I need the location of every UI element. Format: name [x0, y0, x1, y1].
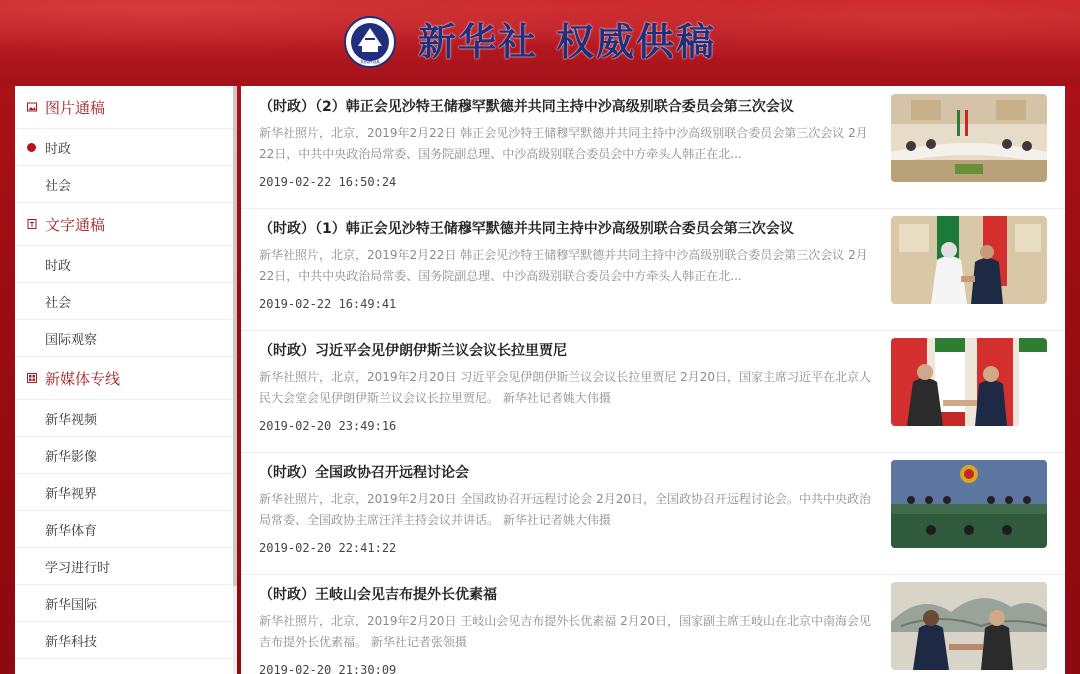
sidebar-item-xinhua-image[interactable] [15, 437, 237, 474]
sidebar-scrollbar-thumb[interactable] [233, 86, 237, 586]
sidebar-item-label: 新华科技 [45, 634, 98, 650]
article-title[interactable]: （时政）（2）韩正会见沙特王储穆罕默德并共同主持中沙高级别联合委员会第三次会议 [259, 99, 794, 115]
sidebar-item-xinhua-video[interactable] [15, 400, 237, 437]
article-timestamp: 2019-02-20 21:30:09 [259, 663, 397, 674]
sidebar-item-label: 时政 [45, 141, 72, 157]
sidebar-item-label: 国际观察 [45, 332, 98, 348]
handshake-photo [891, 582, 1047, 670]
sidebar-item-photo-politics[interactable] [15, 129, 237, 166]
article-summary: 新华社照片，北京，2019年2月20日 习近平会见伊朗伊斯兰议会议长拉里贾尼 2月20日，国家主席习近平在北京人民大会堂会见伊朗伊斯兰议会议长拉里贾尼。 新华社记者姚大伟摄 [259, 370, 871, 405]
sidebar-section-newmedia[interactable] [15, 357, 237, 400]
article-title[interactable]: （时政）王岐山会见吉布提外长优素福 [259, 587, 497, 603]
image-icon [27, 102, 37, 112]
sidebar-section-title: 文字通稿 [45, 215, 106, 234]
article-timestamp: 2019-02-20 23:49:16 [259, 419, 397, 433]
article-item[interactable] [241, 574, 1065, 674]
article-thumbnail[interactable] [891, 582, 1047, 670]
article-title[interactable]: （时政）全国政协召开远程讨论会 [259, 465, 469, 481]
article-title[interactable]: （时政）（1）韩正会见沙特王储穆罕默德并共同主持中沙高级别联合委员会第三次会议 [259, 221, 794, 237]
sidebar-item-label: 时政 [45, 258, 72, 274]
sidebar-section-title: 图片通稿 [45, 98, 106, 117]
article-summary: 新华社照片，北京，2019年2月22日 韩正会见沙特王储穆罕默德并共同主持中沙高级别联合委员会第三次会议 2月22日，中共中央政治局常委、国务院副总理、中沙高级别联合委员会中方牵头人韩正在北... [259, 248, 868, 283]
sidebar-item-study[interactable] [15, 548, 237, 585]
sidebar-scrollbar[interactable] [233, 86, 237, 674]
article-item[interactable] [241, 452, 1065, 575]
active-dot-icon [27, 143, 36, 152]
sidebar-item-xinhua-vision[interactable] [15, 474, 237, 511]
grid-icon [27, 373, 37, 383]
sidebar-item-label: 新华影像 [45, 449, 98, 465]
article-list [241, 86, 1065, 674]
meeting-table-photo [891, 94, 1047, 182]
sidebar-section-text[interactable] [15, 203, 237, 246]
handshake-photo [891, 338, 1047, 426]
document-icon [27, 219, 37, 229]
sidebar-section-photo[interactable] [15, 86, 237, 129]
article-timestamp: 2019-02-20 22:41:22 [259, 541, 397, 555]
sidebar-item-text-politics[interactable] [15, 246, 237, 283]
sidebar-item-label: 社会 [45, 295, 72, 311]
conference-photo [891, 460, 1047, 548]
sidebar-item-label: 新华视界 [45, 486, 98, 502]
header-banner [0, 0, 1080, 86]
brand-title [418, 12, 716, 72]
sidebar-item-text-international[interactable] [15, 320, 237, 357]
article-item[interactable] [241, 208, 1065, 331]
article-timestamp: 2019-02-22 16:49:41 [259, 297, 397, 311]
sidebar-item-xinhua-sports[interactable] [15, 511, 237, 548]
article-title[interactable]: （时政）习近平会见伊朗伊斯兰议会议长拉里贾尼 [259, 343, 567, 359]
article-summary: 新华社照片，北京，2019年2月20日 全国政协召开远程讨论会 2月20日，全国政协召开远程讨论会。中共中央政治局常委、全国政协主席汪洋主持会议并讲话。 新华社记者姚大伟摄 [259, 492, 871, 527]
sidebar-item-photo-society[interactable] [15, 166, 237, 203]
brand-slogan: 权威供稿 [556, 19, 717, 64]
logo-text: XINHUA [360, 59, 380, 66]
sidebar-item-xinhua-international[interactable] [15, 585, 237, 622]
handshake-photo [891, 216, 1047, 304]
brand-xinhua: 新华社 [418, 19, 539, 64]
article-summary: 新华社照片，北京，2019年2月22日 韩正会见沙特王储穆罕默德并共同主持中沙高级别联合委员会第三次会议 2月22日，中共中央政治局常委、国务院副总理、中沙高级别联合委员会中方牵头人韩正在北... [259, 126, 868, 161]
article-thumbnail[interactable] [891, 94, 1047, 182]
xinhua-logo [344, 16, 396, 68]
sidebar-item-label: 学习进行时 [45, 560, 111, 576]
article-thumbnail[interactable] [891, 338, 1047, 426]
sidebar-item-label: 社会 [45, 178, 72, 194]
sidebar-item-label: 新华视频 [45, 412, 98, 428]
article-summary: 新华社照片，北京，2019年2月20日 王岐山会见吉布提外长优素福 2月20日，国家副主席王岐山在北京中南海会见吉布提外长优素福。 新华社记者张领摄 [259, 614, 871, 649]
sidebar-item-xinhua-tech[interactable] [15, 622, 237, 659]
article-timestamp: 2019-02-22 16:50:24 [259, 175, 397, 189]
article-item[interactable] [241, 330, 1065, 453]
sidebar-item-label: 新华国际 [45, 597, 98, 613]
sidebar [15, 86, 237, 674]
article-thumbnail[interactable] [891, 216, 1047, 304]
sidebar-item-text-society[interactable] [15, 283, 237, 320]
sidebar-item-label: 新华体育 [45, 523, 98, 539]
article-thumbnail[interactable] [891, 460, 1047, 548]
article-item[interactable] [241, 86, 1065, 209]
sidebar-section-title: 新媒体专线 [45, 369, 121, 388]
